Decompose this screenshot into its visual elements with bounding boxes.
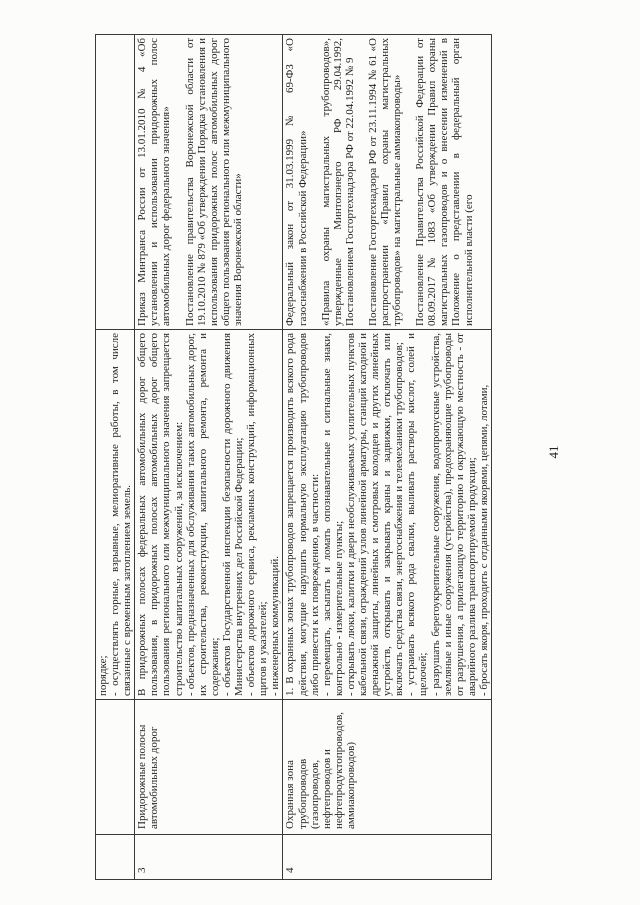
legal-basis-cell [283,35,492,330]
zone-name: Охранная зона трубопроводов (газопроводов, нефтепроводов и нефтепродуктопроводов, аммиакопроводов) [283,700,492,835]
restriction-paragraph: - объектов дорожного сервиса, рекламных конструкций, информационных щитов и указателей; [245,333,270,696]
restriction-paragraph: - объектов, предназначенных для обслуживания таких автомобильных дорог, их строительства, реконструкции, капитального ремонта, ремонта и содержания; [184,333,221,696]
table-row [135,35,283,880]
table-row-continuation [96,35,135,880]
restrictions-cell [96,330,135,700]
row-number: 3 [135,835,283,880]
legal-basis-paragraph: «Правила охраны магистральных трубопроводов», утвержденные Минтопэнерго РФ 29.04.1992, Постановлением Госгортехнадзора РФ от 22.04.1992 № 9 [319,38,356,326]
legal-basis-paragraph: Постановление правительства Воронежской области от 19.10.2010 № 879 «Об утверждении Порядка установления и использования придорожных полос автомобильных дорог общего пользования регионального или межмуниципального значения Воронежской области» [183,38,244,326]
restriction-paragraph: 1. В охранных зонах трубопроводов запрещается производить всякого рода действия, могущие нарушить нормальную эксплуатацию трубопроводов либо привести к их повреждению, в частности: [284,333,321,696]
row-number: 4 [283,835,492,880]
zone-name: Придорожные полосы автомобильных дорог [135,700,283,835]
restriction-paragraph: - разрушать берегоукрепительные сооружения, водопропускные устройства, земляные и иные сооружения (устройства), предохраняющие трубопроводы от разрушения, а прилегающую территорию и окружающую местность - от аварийного разлива транспортируемой продукции; [429,333,478,696]
legal-basis-cell [135,35,283,330]
row-number-cell [96,835,135,880]
table-row [283,35,492,880]
legal-basis-paragraph: Приказ Минтранса России от 13.01.2010 № 4 «Об установлении и использовании придорожных полос автомобильных дорог федерального значения» [136,38,173,326]
restriction-paragraph: - объектов Государственной инспекции безопасности дорожного движения Министерства внутренних дел Российской Федерации; [220,333,246,696]
restriction-paragraph: - перемещать, засыпать и ломать опознавательные и сигнальные знаки, контрольно - измерительные пункты; [320,333,345,696]
restrictions-cell [283,330,492,700]
legal-basis-paragraph: Постановление Правительства Российской Федерации от 08.09.2017 № 1083 «Об утверждении Правил охраны магистральных газопроводов и о внесении изменений в Положение о представлении в федеральный орган исполнительной власти (его [414,38,475,326]
legal-basis-paragraph: Постановление Госгортехнадзора РФ от 23.11.1994 № 61 «О распространении «Правил охраны магистральных трубопроводов» на магистральные аммиакопроводы» [366,38,404,326]
zones-table-wrapper [95,34,537,880]
zone-name-cell [96,700,135,835]
restriction-paragraph: - открывать люки, калитки и двери необслуживаемых усилительных пунктов кабельной связи, ограждений узлов линейной арматуры, станций катодной и дренажной защиты, линейных и смотровых колодцев и других линейных устройств, открывать и закрывать краны и задвижки, отключать или включать средства связи, энергоснабжения и телемеханики трубопроводов; [344,333,406,696]
restriction-paragraph: - бросать якоря, проходить с отданными якорями, цепями, лотами, [477,384,490,696]
restriction-paragraph: - устраивать всякого рода свалки, выливать растворы кислот, солей и щелочей; [405,333,430,696]
legal-basis-cell [96,35,135,330]
restriction-paragraph: - инженерных коммуникаций. [269,555,282,696]
restrictions-cell [135,330,283,700]
restriction-paragraph: - осуществлять горные, взрывные, мелиоративные работы, в том числе связанные с временным затоплением земель. [109,333,134,696]
restriction-paragraph: В придорожных полосах федеральных автомобильных дорог общего пользования, в придорожных полосах автомобильных дорог общего пользования регионального или межмуниципального значения запрещается строительство капитальных сооружений, за исключением: [136,333,185,696]
zones-table [95,34,492,880]
legal-basis-paragraph: Федеральный закон от 31.03.1999 № 69-ФЗ «О газоснабжении в Российской Федерации» [284,38,309,326]
page-number: 41 [546,445,561,459]
restriction-paragraph: порядке; [97,655,109,696]
